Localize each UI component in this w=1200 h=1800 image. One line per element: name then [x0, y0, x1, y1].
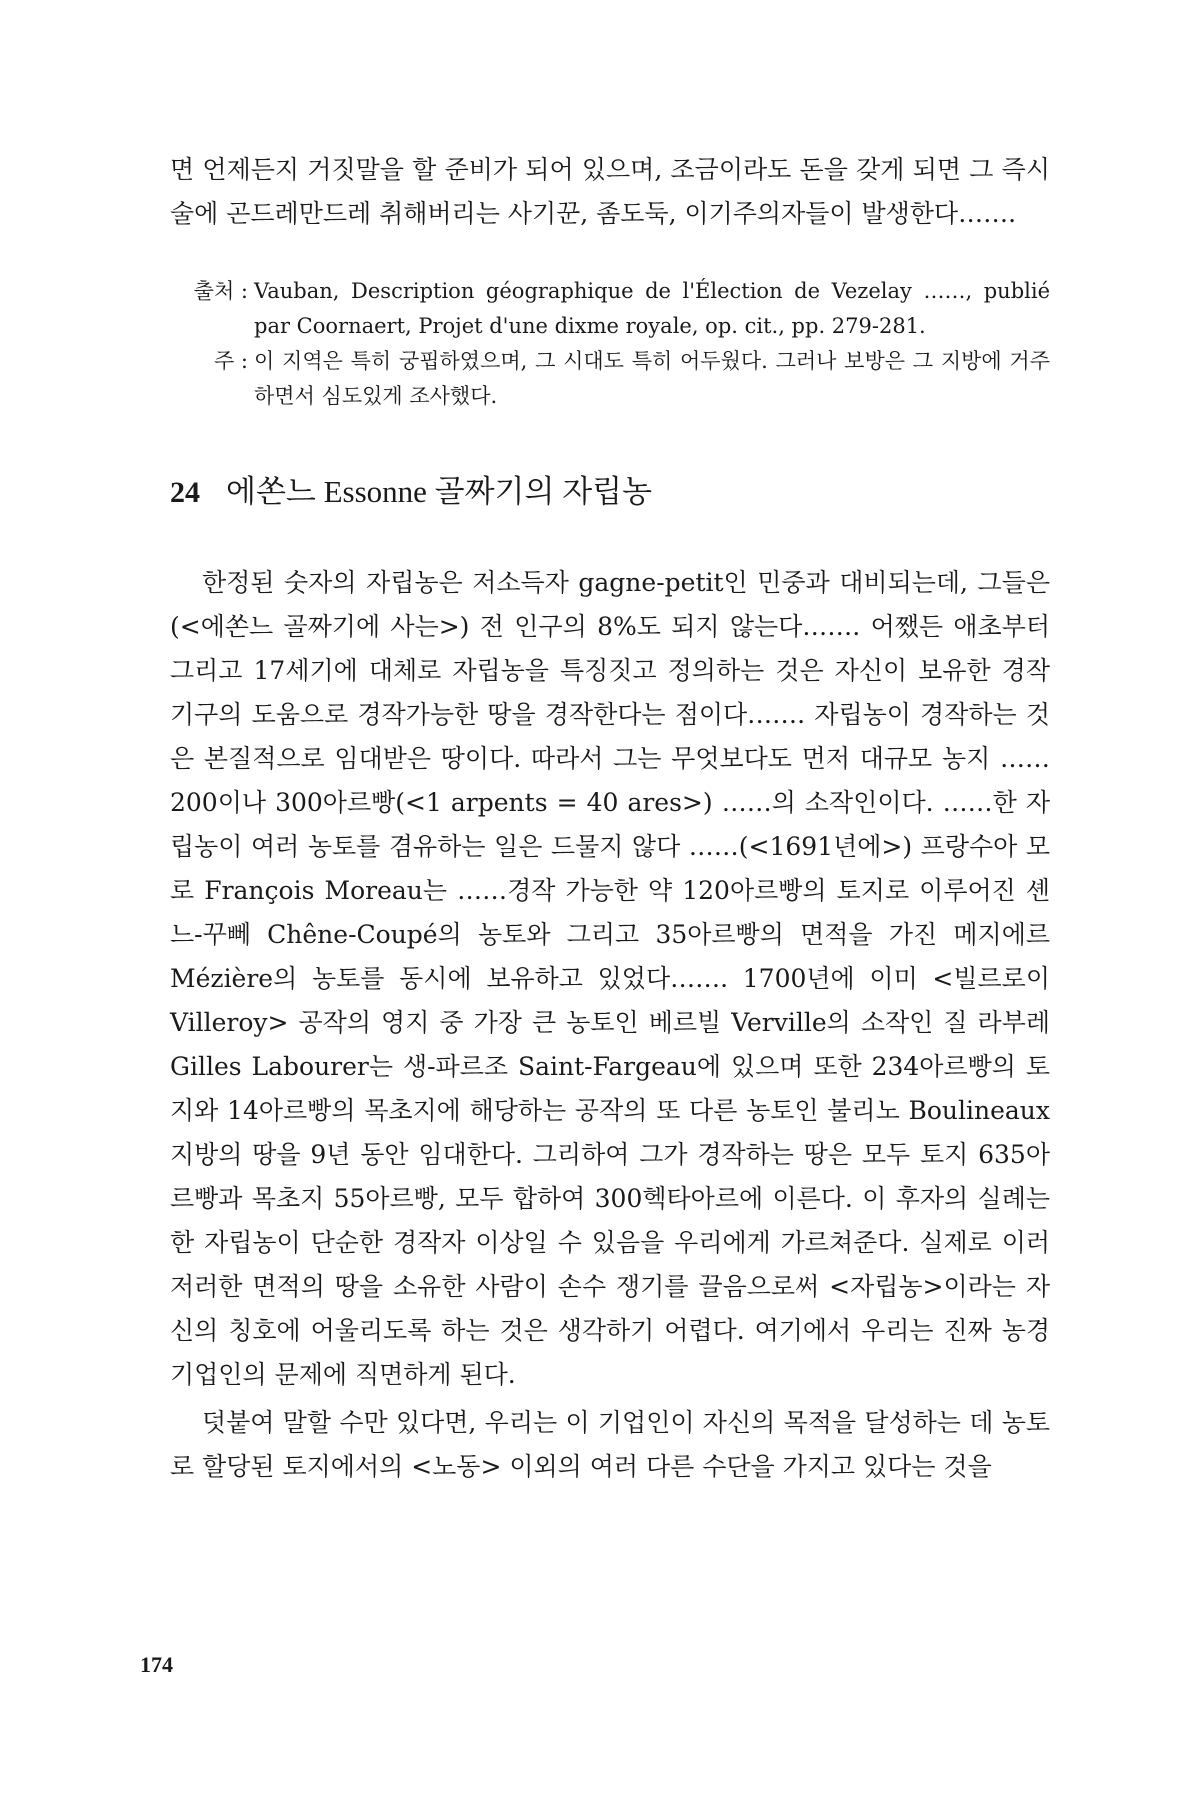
section-number: 24 — [170, 476, 200, 509]
note-label: 주 : — [213, 349, 248, 373]
page-number: 174 — [140, 1652, 173, 1677]
section-heading — [170, 472, 1050, 513]
note-text: 이 지역은 특히 궁핍하였으며, 그 시대도 특히 어두웠다. 그러나 보방은 그 지방에 거주하면서 심도있게 조사했다. — [254, 349, 1050, 408]
source-text: Vauban, Description géographique de l'Élection de Vezelay ……, publié par Coornaert, Projet d'une dixme royale, op. cit., pp. 279-281. — [254, 279, 1050, 338]
page-content — [170, 140, 1050, 1489]
body-paragraph: 덧붙여 말할 수만 있다면, 우리는 이 기업인이 자신의 목적을 달성하는 데 농토로 할당된 토지에서의 <노동> 이외의 여러 다른 수단을 가지고 있다는 것을 — [170, 1408, 1050, 1481]
intro-paragraph: 면 언제든지 거짓말을 할 준비가 되어 있으며, 조금이라도 돈을 갖게 되면 그 즉시 술에 곤드레만드레 취해버리는 사기꾼, 좀도둑, 이기주의자들이 발생한다……. — [170, 155, 1050, 228]
section-title: 에쏜느 Essonne 골짜기의 자립농 — [226, 474, 653, 509]
explanatory-note — [170, 344, 1050, 414]
footnotes — [170, 274, 1050, 414]
source-label: 출처 : — [193, 279, 248, 303]
body-paragraph: 한정된 숫자의 자립농은 저소득자 gagne-petit인 민중과 대비되는데, 그들은 (<에쏜느 골짜기에 사는>) 전 인구의 8%도 되지 않는다……. 어쨌든 애초부터 그리고 17세기에 대체로 자립농을 특징짓고 정의하는 것은 자신이 보유한 경작 기구의 도움으로 경작가능한 땅을 경작한다는 점이다……. 자립농이 경작하는 것은 본질적으로 임대받은 땅이다. 따라서 그는 무엇보다도 먼저 대규모 농지 ……200이나 300아르빵(<1 arpents = 40 ares>) ……의 소작인이다. ……한 자립농이 여러 농토를 겸유하는 일은 드물지 않다 ……(<1691년에>) 프랑수아 모로 François Moreau는 ……경작 가능한 약 120아르빵의 토지로 이루어진 셴느-꾸뻬 Chêne-Coupé의 농토와 그리고 35아르빵의 면적을 가진 메지에르 Mézière의 농토를 동시에 보유하고 있었다……. 1700년에 이미 <빌르로이 Villeroy> 공작의 영지 중 가장 큰 농토인 베르빌 Verville의 소작인 질 라부레 Gilles Labourer는 생-파르조 Saint-Fargeau에 있으며 또한 234아르빵의 토지와 14아르빵의 목초지에 해당하는 공작의 또 다른 농토인 불리노 Boulineaux 지방의 땅을 9년 동안 임대한다. 그리하여 그가 경작하는 땅은 모두 토지 635아르빵과 목초지 55아르빵, 모두 합하여 300헥타아르에 이른다. 이 후자의 실례는 한 자립농이 단순한 경작자 이상일 수 있음을 우리에게 가르쳐준다. 실제로 이러저러한 면적의 땅을 소유한 사람이 손수 쟁기를 끌음으로써 <자립농>이라는 자신의 칭호에 어울리도록 하는 것은 생각하기 어렵다. 여기에서 우리는 진짜 농경 기업인의 문제에 직면하게 된다. — [170, 568, 1050, 1389]
source-note — [170, 274, 1050, 344]
